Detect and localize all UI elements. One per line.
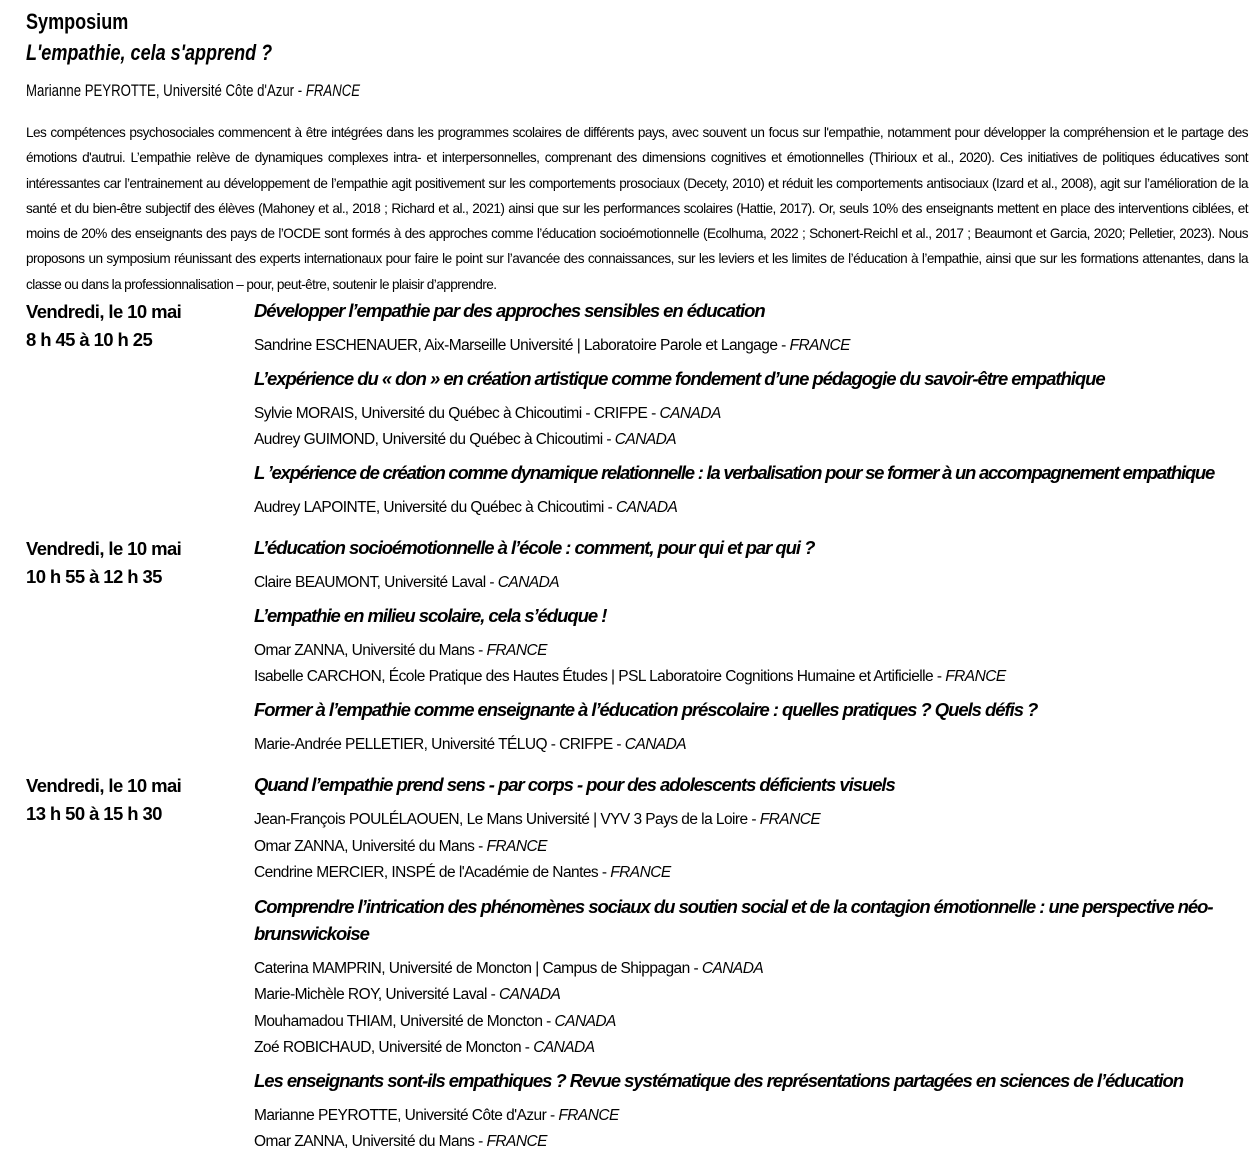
symposium-title: L'empathie, cela s'apprend ?: [26, 40, 273, 65]
author-country: CANADA: [624, 735, 687, 753]
author-country: CANADA: [701, 959, 764, 977]
talk-title: L’éducation socioémotionnelle à l’école : comment, pour qui et par qui ?: [254, 537, 815, 558]
session-day: Vendredi, le 10 mai: [26, 775, 182, 796]
session-1-talks: [254, 298, 1251, 527]
author-country: FRANCE: [486, 1133, 547, 1150]
talk-title: L’expérience du « don » en création artistique comme fondement d’une pédagogie du savoir-être empathique: [254, 367, 1105, 389]
talk-authors: [254, 333, 1251, 360]
talk-title: Les enseignants sont-ils empathiques ? Revue systématique des représentations partagées en sciences de l’éducation: [254, 1069, 1183, 1091]
session-2-schedule: [26, 535, 246, 591]
author-line: Jean-François POULÉLAOUEN, Le Mans Université | VYV 3 Pays de la Loire - FRANCE: [254, 811, 821, 828]
author-country: CANADA: [497, 574, 560, 591]
talk-title: Comprendre l’intrication des phénomènes sociaux du soutien social et de la contagion émotionnelle : une perspective néo-brunswickoise: [254, 895, 1213, 944]
author-line: Claire BEAUMONT, Université Laval - CANADA: [254, 574, 560, 591]
session-time: 8 h 45 à 10 h 25: [26, 329, 153, 350]
author-line: Sylvie MORAIS, Université du Québec à Chicoutimi - CRIFPE - CANADA: [254, 404, 721, 422]
talk-title: L ’expérience de création comme dynamique relationnelle : la verbalisation pour se former à un accompagnement empathique: [254, 461, 1214, 483]
session-2-talks: [254, 535, 1251, 764]
talk-authors: [254, 807, 1251, 887]
session-day: Vendredi, le 10 mai: [26, 538, 182, 559]
author-line: Marianne PEYROTTE, Université Côte d'Azur - FRANCE: [254, 1106, 619, 1124]
author-line: Omar ZANNA, Université du Mans - FRANCE: [254, 641, 547, 659]
author-country: CANADA: [554, 1012, 616, 1030]
author-country: CANADA: [659, 404, 721, 422]
author-country: FRANCE: [486, 641, 547, 659]
session-time: 13 h 50 à 15 h 30: [26, 803, 162, 824]
author-country: FRANCE: [759, 811, 821, 828]
author-line: Audrey LAPOINTE, Université du Québec à Chicoutimi - CANADA: [254, 498, 678, 516]
talk-title: Former à l’empathie comme enseignante à l’éducation préscolaire : quelles pratiques ? Quels défis ?: [254, 698, 1038, 720]
talk-authors: [254, 732, 1251, 759]
author-country: CANADA: [615, 498, 678, 516]
organizer-name: Marianne PEYROTTE, Université Côte d'Azur -: [26, 82, 306, 100]
author-country: CANADA: [533, 1039, 595, 1056]
author-line: Caterina MAMPRIN, Université de Moncton | Campus de Shippagan - CANADA: [254, 959, 764, 977]
author-country: FRANCE: [789, 337, 850, 354]
author-line: Marie-Andrée PELLETIER, Université TÉLUQ - CRIFPE - CANADA: [254, 735, 687, 753]
talk-authors: [254, 570, 1251, 597]
talk-authors: [254, 638, 1251, 691]
author-line: Sandrine ESCHENAUER, Aix-Marseille Université | Laboratoire Parole et Langage - FRANCE: [254, 337, 850, 354]
author-country: FRANCE: [945, 668, 1006, 685]
author-country: CANADA: [614, 431, 677, 448]
author-line: Isabelle CARCHON, École Pratique des Hautes Études | PSL Laboratoire Cognitions Humaine et Artificielle - FRANCE: [254, 668, 1006, 685]
session-3-schedule: [26, 772, 246, 828]
author-country: FRANCE: [558, 1106, 619, 1124]
talk-title: Quand l’empathie prend sens - par corps - pour des adolescents déficients visuels: [254, 774, 895, 795]
talk-authors: [254, 956, 1251, 1062]
session-3-talks: [254, 772, 1251, 1162]
symposium-organizer: [26, 82, 444, 101]
session-day: Vendredi, le 10 mai: [26, 301, 182, 322]
author-line: Marie-Michèle ROY, Université Laval - CANADA: [254, 986, 561, 1003]
author-line: Zoé ROBICHAUD, Université de Moncton - CANADA: [254, 1039, 595, 1056]
organizer-country: FRANCE: [305, 82, 361, 100]
author-line: Audrey GUIMOND, Université du Québec à Chicoutimi - CANADA: [254, 431, 677, 448]
talk-title: L’empathie en milieu scolaire, cela s’éduque !: [254, 604, 607, 626]
talk-authors: [254, 1103, 1251, 1156]
talk-authors: [254, 401, 1251, 454]
author-country: FRANCE: [486, 837, 547, 855]
talk-authors: [254, 495, 1251, 522]
session-time: 10 h 55 à 12 h 35: [26, 566, 162, 587]
author-line: Omar ZANNA, Université du Mans - FRANCE: [254, 1133, 547, 1150]
author-country: FRANCE: [610, 864, 671, 881]
author-line: Mouhamadou THIAM, Université de Moncton - CANADA: [254, 1012, 616, 1030]
author-country: CANADA: [499, 986, 561, 1003]
talk-title: Développer l’empathie par des approches sensibles en éducation: [254, 300, 765, 321]
author-line: Omar ZANNA, Université du Mans - FRANCE: [254, 837, 547, 855]
author-line: Cendrine MERCIER, INSPÉ de l'Académie de Nantes - FRANCE: [254, 864, 671, 881]
symposium-label: Symposium: [26, 9, 129, 34]
symposium-abstract: Les compétences psychosociales commencent à être intégrées dans les programmes scolaires de différents pays, avec souvent un focus sur l'empathie, notamment pour développer la compréhension et le partage des émotions d'autrui. L’empathie relève de dynamiques complexes intra- et interpersonnelles, comprenant des dimensions cognitives et émotionnelles (Thirioux et al., 2020). Ces initiatives de politiques éducatives sont intéressantes car l’entrainement au développement de l’empathie agit positivement sur les comportements prosociaux (Decety, 2010) et réduit les comportements antisociaux (Izard et al., 2008), agit sur l’amélioration de la santé et du bien-être subjectif des élèves (Mahoney et al., 2018 ; Richard et al., 2021) ainsi que sur les performances scolaires (Hattie, 2017). Or, seuls 10% des enseignants mettent en place des interventions ciblées, et moins de 20% des enseignants des pays de l’OCDE sont formés à des approches comme l’éducation socioémotionnelle (Ecolhuma, 2022 ; Schonert-Reichl et al., 2017 ; Beaumont et Garcia, 2020; Pelletier, 2023). Nous proposons un symposium réunissant des experts internationaux pour faire le point sur l’avancée des connaissances, sur les leviers et les limites de l’éducation à l’empathie, ainsi que sur les formations attenantes, dans la classe ou dans la professionnalisation – pour, peut-être, soutenir le plaisir d’apprendre.: [26, 125, 1248, 292]
session-1-schedule: [26, 298, 246, 354]
